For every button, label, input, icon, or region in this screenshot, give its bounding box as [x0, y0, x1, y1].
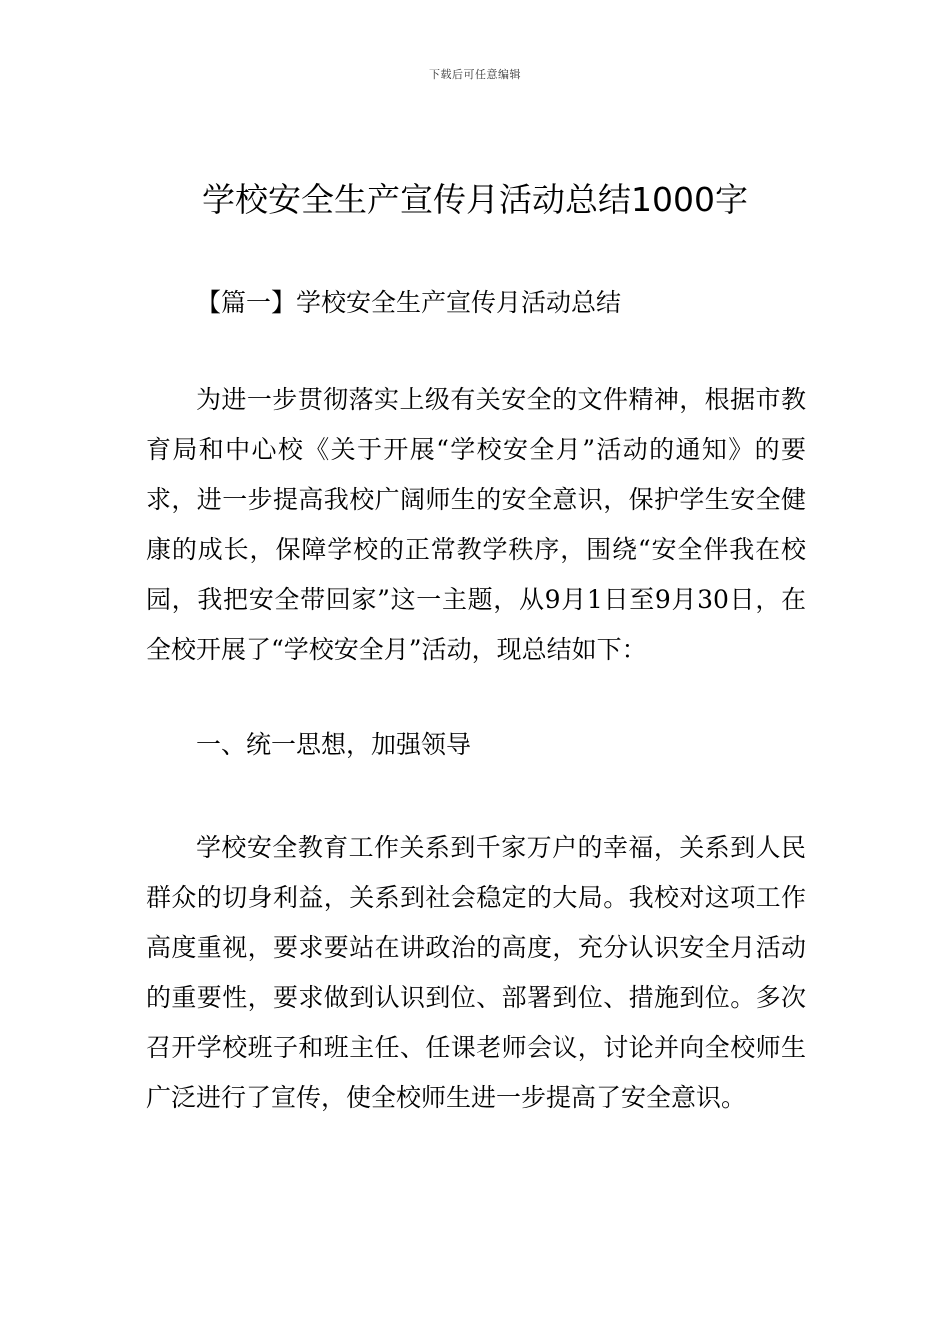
subheading-unify-thinking: 一、统一思想，加强领导 — [196, 730, 472, 759]
paragraph-safety-education: 学校安全教育工作关系到千家万户的幸福，关系到人民群众的切身利益，关系到社会稳定的大局。我校对这项工作高度重视，要求要站在讲政治的高度，充分认识安全月活动的重要性，要求做到认识到位、部署到位、措施到位。多次召开学校班子和班主任、任课老师会议，讨论并向全校师生广泛进行了宣传，使全校师生进一步提高了安全意识。 — [146, 833, 806, 1112]
document-title: 学校安全生产宣传月活动总结1000字 — [202, 180, 748, 219]
paragraph-intro: 为进一步贯彻落实上级有关安全的文件精神，根据市教育局和中心校《关于开展“学校安全月”活动的通知》的要求，进一步提高我校广阔师生的安全意识，保护学生安全健康的成长，保障学校的正常教学秩序，围绕“安全伴我在校园，我把安全带回家”这一主题，从9月1日至9月30日，在全校开展了“学校安全月”活动，现总结如下： — [146, 385, 806, 664]
header-note: 下载后可任意编辑 — [429, 68, 521, 81]
section-heading: 【篇一】学校安全生产宣传月活动总结 — [196, 288, 622, 317]
